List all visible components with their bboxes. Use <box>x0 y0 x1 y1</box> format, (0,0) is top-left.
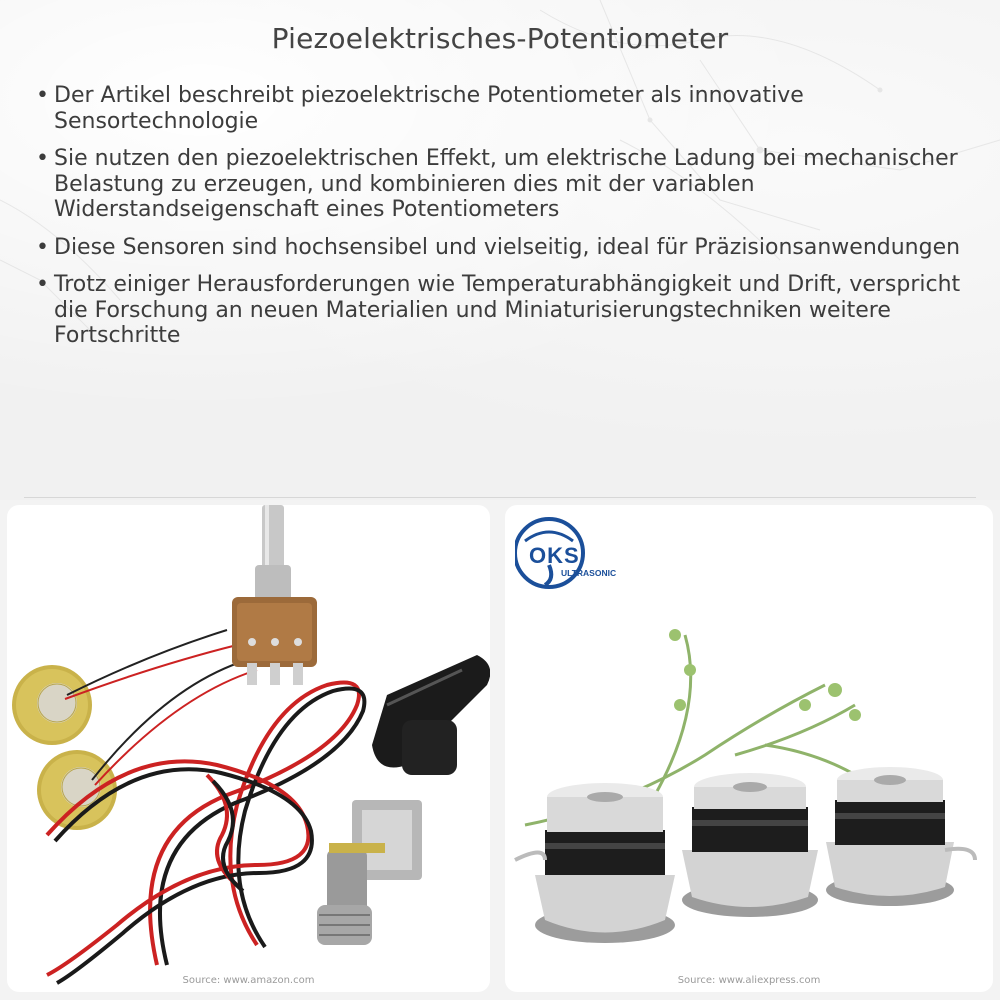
bullet-item <box>34 146 964 223</box>
bullet-text: Sie nutzen den piezoelektrischen Effekt, um elektrische Ladung bei mechanischer Belastung zu erzeugen, und kombinieren dies mit der variablen Widerstandseigenschaft eines Potentiometers <box>54 146 958 222</box>
image-source-caption: Source: www.amazon.com <box>182 975 315 986</box>
image-card-potentiometer-kit <box>7 505 490 992</box>
image-card-ultrasonic-transducers <box>505 505 993 992</box>
bullet-marker: • <box>36 272 49 297</box>
transducer-2 <box>682 773 818 917</box>
bullet-list <box>34 83 964 361</box>
potentiometer <box>232 505 317 685</box>
bullet-text: Diese Sensoren sind hochsensibel und vielseitig, ideal für Präzisionsanwendungen <box>54 234 961 260</box>
bullet-marker: • <box>36 83 49 108</box>
logo-text: OKS <box>529 543 580 568</box>
bullet-text: Trotz einiger Herausforderungen wie Temperaturabhängigkeit und Drift, verspricht die Forschung an neuen Materialien und Miniaturisierungstechniken weitere Fortschritte <box>54 272 961 348</box>
page-title: Piezoelektrisches-Potentiometer <box>271 22 729 55</box>
oks-ultrasonic-logo <box>515 513 625 593</box>
bullet-marker: • <box>36 146 49 171</box>
bullet-item <box>34 83 964 134</box>
transducer-3 <box>826 767 975 906</box>
logo-subtext: ULTRASONIC <box>561 568 617 578</box>
divider <box>24 497 976 498</box>
audio-jack <box>317 800 422 945</box>
control-knob <box>372 655 490 775</box>
bullet-marker: • <box>36 234 49 260</box>
bullet-item <box>34 235 964 261</box>
potentiometer-kit-illustration <box>7 505 490 992</box>
bullet-text: Der Artikel beschreibt piezoelektrische Potentiometer als innovative Sensortechnologie <box>54 83 804 134</box>
transducer-1 <box>515 783 675 943</box>
bullet-item <box>34 272 964 349</box>
piezo-disc-top <box>12 665 92 745</box>
image-source-caption: Source: www.aliexpress.com <box>677 975 821 986</box>
cable-loop <box>47 683 364 984</box>
